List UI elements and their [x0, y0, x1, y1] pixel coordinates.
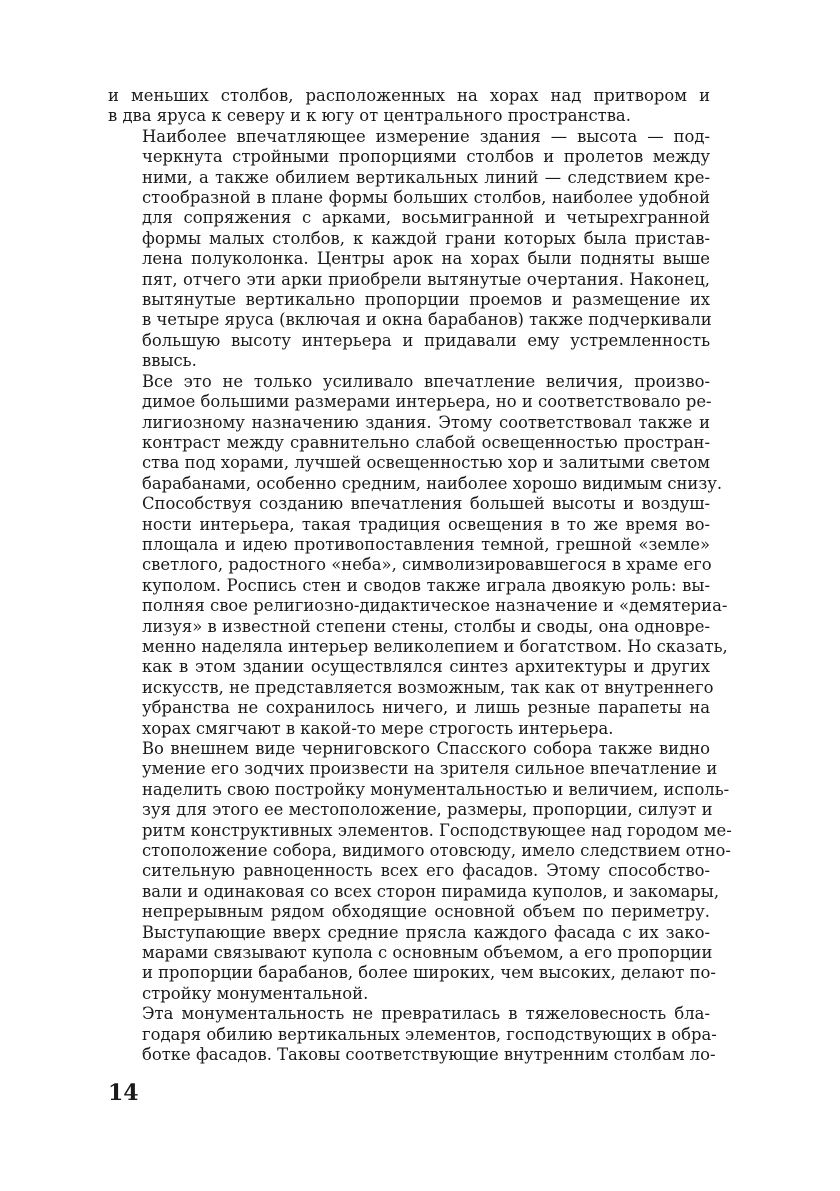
- text-line: стройку монументальной.: [142, 983, 369, 1003]
- text-line: большую высоту интерьера и придавали ему устремленность: [142, 330, 710, 350]
- text-line: годаря обилию вертикальных элементов, господствующих в обра-: [142, 1024, 717, 1044]
- paragraph: [108, 127, 710, 372]
- text-line: лена полуколонка. Центры арок на хорах были подняты выше: [142, 249, 710, 269]
- text-line: Наиболее впечатляющее измерение здания — высота — под-: [142, 126, 710, 146]
- page-number: 14: [108, 1080, 139, 1106]
- text-line: умение его зодчих произвести на зрителя сильное впечатление и: [142, 759, 718, 779]
- text-line: формы малых столбов, к каждой грани которых была пристав-: [142, 228, 710, 248]
- text-line: черкнута стройными пропорциями столбов и пролетов между: [142, 147, 710, 167]
- text-line: ства под хорами, лучшей освещенностью хор и залитыми светом: [142, 453, 710, 473]
- text-line: вали и одинаковая со всех сторон пирамида куполов, и закомары,: [142, 881, 720, 901]
- text-line: хорах смягчают в какой-то мере строгость интерьера.: [142, 718, 614, 738]
- text-line: контраст между сравнительно слабой освещенностью простран-: [142, 432, 710, 452]
- text-line: непрерывным рядом обходящие основной объем по периметру.: [142, 902, 710, 922]
- text-line: ними, а также обилием вертикальных линий — следствием кре-: [142, 167, 710, 187]
- text-line: ботке фасадов. Таковы соответствующие внутренним столбам ло-: [142, 1045, 716, 1065]
- text-line: Все это не только усиливало впечатление величия, произво-: [142, 371, 710, 391]
- text-line: Во внешнем виде черниговского Спасского собора также видно: [142, 739, 710, 758]
- text-line: полняя свое религиозно-дидактическое назначение и «демятериа-: [142, 596, 728, 616]
- text-line: и пропорции барабанов, более широких, чем высоких, делают по-: [142, 963, 716, 983]
- text-line: лизуя» в известной степени стены, столбы и своды, она одновре-: [142, 616, 710, 636]
- text-line: лигиозному назначению здания. Этому соответствовал также и: [142, 412, 710, 432]
- paragraph: [108, 371, 728, 739]
- text-line: как в этом здании осуществлялся синтез архитектуры и других: [142, 657, 710, 677]
- text-line: барабанами, особенно средним, наиболее хорошо видимым снизу.: [142, 473, 723, 493]
- text-line: в два яруса к северу и к югу от центрального пространства.: [108, 106, 631, 126]
- text-line: вытянутые вертикально пропорции проемов и размещение их: [142, 290, 710, 310]
- text-line: пят, отчего эти арки приобрели вытянутые очертания. Наконец,: [142, 269, 710, 289]
- text-line: марами связывают купола с основным объемом, а его пропорции: [142, 943, 713, 963]
- text-line: зуя для этого ее местоположение, размеры, пропорции, силуэт и: [142, 800, 713, 820]
- text-line: площала и идею противопоставления темной, грешной «земле»: [142, 534, 710, 554]
- text-line: и меньших столбов, расположенных на хорах над притвором и: [108, 86, 710, 105]
- text-line: в четыре яруса (включая и окна барабанов) также подчеркивали: [142, 310, 712, 330]
- paragraph: [108, 739, 732, 1004]
- text-line: Эта монументальность не превратилась в тяжеловесность бла-: [142, 1004, 710, 1024]
- text-line: Выступающие вверх средние прясла каждого фасада с их зако-: [142, 922, 710, 942]
- text-line: убранства не сохранилось ничего, и лишь резные парапеты на: [142, 698, 710, 718]
- text-line: ввысь.: [142, 351, 197, 371]
- text-line: Способствуя созданию впечатления большей высоты и воздуш-: [142, 494, 710, 514]
- text-line: сительную равноценность всех его фасадов. Этому способство-: [142, 861, 710, 881]
- text-line: стообразной в плане формы больших столбов, наиболее удобной: [142, 188, 710, 208]
- text-line: ритм конструктивных элементов. Господствующее над городом ме-: [142, 820, 732, 840]
- text-line: искусств, не представляется возможным, так как от внутреннего: [142, 677, 714, 697]
- paragraph: [108, 86, 710, 127]
- text-line: менно наделяла интерьер великолепием и богатством. Но сказать,: [142, 636, 728, 656]
- text-line: димое большими размерами интерьера, но и соответствовало ре-: [142, 392, 712, 412]
- text-line: наделить свою постройку монументальностью и величием, исполь-: [142, 779, 730, 799]
- text-line: стоположение собора, видимого отовсюду, имело следствием отно-: [142, 841, 731, 861]
- text-line: куполом. Роспись стен и сводов также играла двоякую роль: вы-: [142, 575, 710, 595]
- paragraph: [108, 1004, 717, 1065]
- text-line: ности интерьера, такая традиция освещения в то же время во-: [142, 514, 710, 534]
- body-text: [108, 86, 732, 1066]
- text-line: светлого, радостного «неба», символизировавшегося в храме его: [142, 555, 712, 575]
- text-line: для сопряжения с арками, восьмигранной и четырехгранной: [142, 208, 710, 228]
